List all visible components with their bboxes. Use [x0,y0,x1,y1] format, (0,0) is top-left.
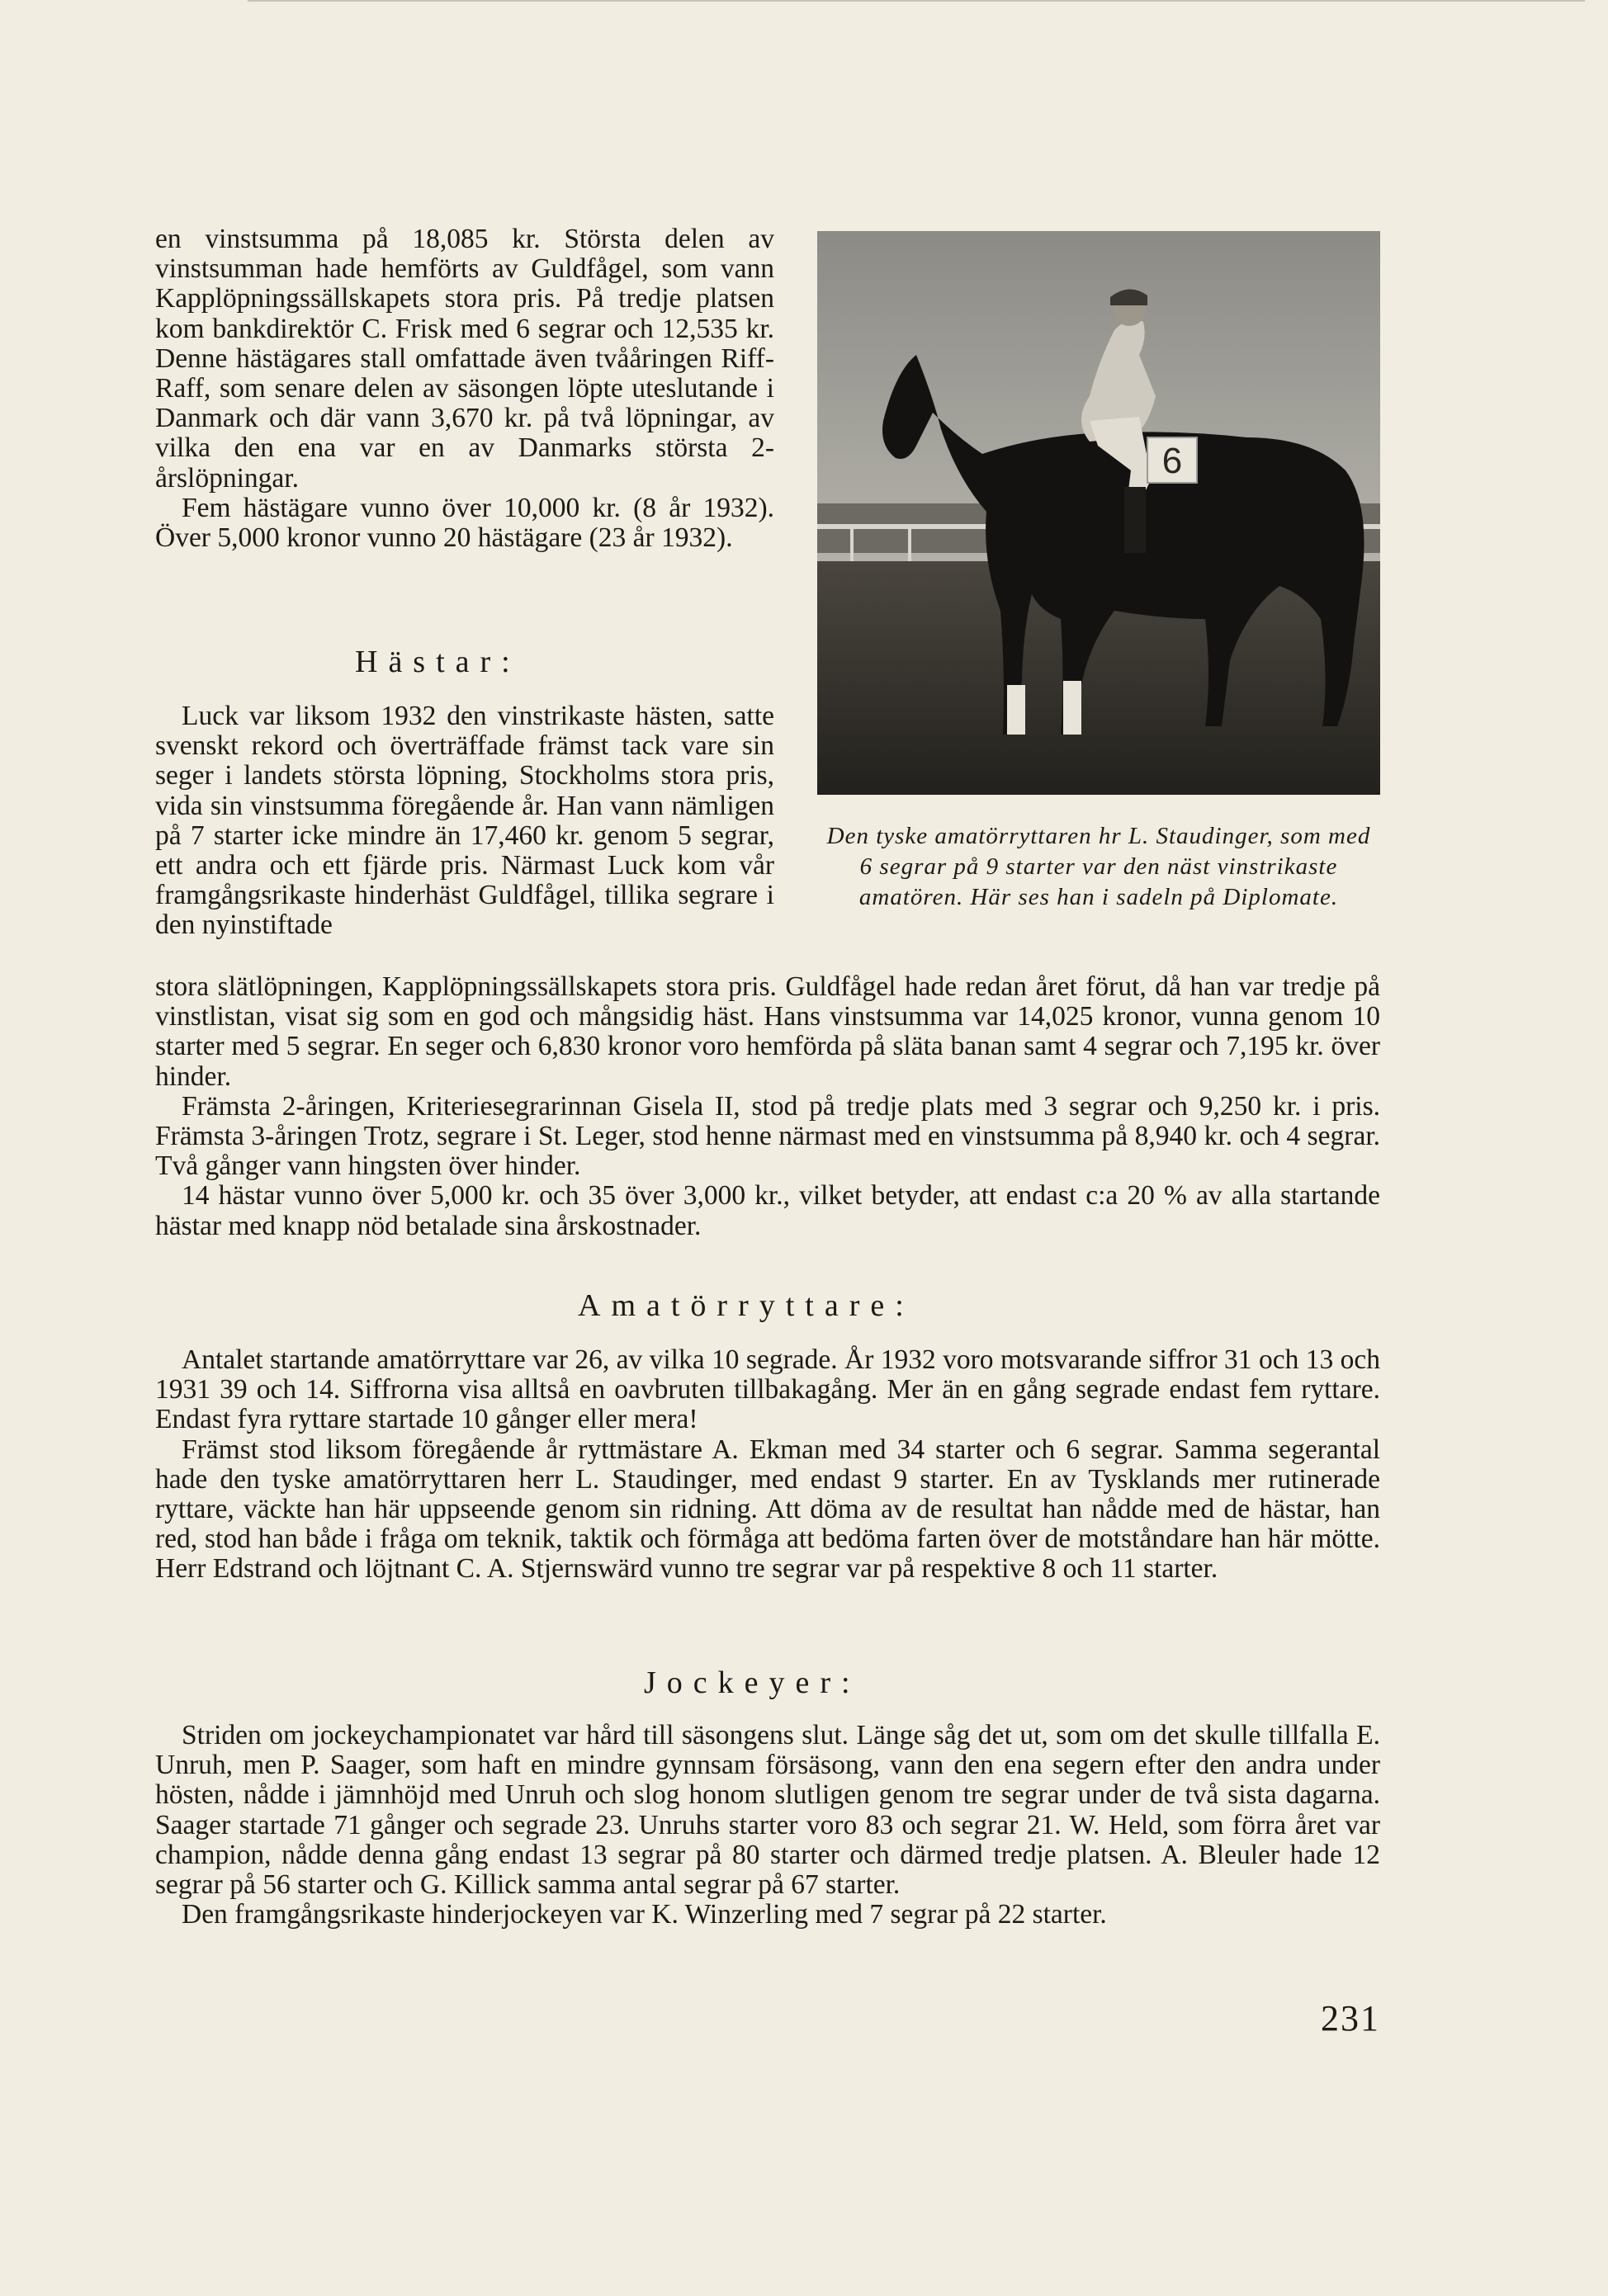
heading-hastar: Hästar: [355,645,521,679]
saddle-number: 6 [1161,441,1183,481]
jockeyer-paragraph-1: Striden om jockeychampionatet var hård till säsongens slut. Länge såg det ut, som om det skulle tillfalla E. Unruh, men P. Saager, som haft en mindre gynnsam försäsong, vann den ena segern efter den andra under hösten, nådde i jämnhöjd med Unruh och slog honom slutligen genom tre segrar under de två sista dagarna. Saager startade 71 gånger och segrade 23. Unruhs starter voro 83 och segrar 21. W. Held, som förra året var champion, nådde denna gång endast 13 segrar på 80 starter och därmed tredje platsen. A. Bleuler hade 12 segrar på 56 starter och G. Killick samma antal segrar på 67 starter. [155,1720,1380,1901]
intro-paragraph-2: Fem hästägare vunno över 10,000 kr. (8 år 1932). Över 5,000 kronor vunno 20 hästägare (23 år 1932). [155,492,774,554]
jockey-horse-photo [817,231,1380,795]
intro-column [155,224,774,553]
amator-paragraph-2: Främst stod liksom föregående år ryttmästare A. Ekman med 34 starter och 6 segrar. Samma segerantal hade den tyske amatörryttaren herr L. Staudinger, med endast 9 starter. En av Tysklands mer rutinerade ryttare, väckte han här uppseende genom sin ridning. Att döma av de resultat han nådde med de hästar, han red, stod han både i fråga om teknik, taktik och förmåga att bedöma farten över de motståndare han här mötte. Herr Edstrand och löjtnant C. A. Stjernswärd vunno tre segrar var på respektive 8 och 11 starter. [155,1434,1380,1585]
amator-paragraph-1: Antalet startande amatörryttare var 26, av vilka 10 segrade. År 1932 voro motsvarande siffror 31 och 13 och 1931 39 och 14. Siffrorna visa alltså en oavbruten tillbakagång. Mer än en gång segrade endast fem ryttare. Endast fyra ryttare startade 10 gånger eller mera! [155,1344,1380,1435]
hastar-paragraph: Luck var liksom 1932 den vinstrikaste hästen, satte svenskt rekord och överträffade främst tack vare sin seger i landets största löpning, Stockholms stora pris, vida sin vinstsumma föregående år. Han vann nämligen på 7 starter icke mindre än 17,460 kr. genom 5 segrar, ett andra och ett fjärde pris. Närmast Luck kom vår framgångsrikaste hinderhäst Guldfågel, tillika segrare i den nyinstiftade [155,701,774,941]
photo-caption: Den tyske amatörryttaren hr L. Staudinger, som med 6 segrar på 9 starter var den näst vinstrikaste amatören. Här ses han i sadeln på Diplomate. [826,823,1371,910]
amator-section [155,1345,1380,1585]
full-paragraph-3: 14 hästar vunno över 5,000 kr. och 35 över 3,000 kr., vilket betyder, att endast c:a 20 % av alla startande hästar med knapp nöd betalade sina årskostnader. [155,1180,1380,1241]
guldfagel-section [155,972,1380,1241]
top-edge-line [248,0,1585,2]
photo-illustration [817,231,1380,795]
heading-jockeyer: Jockeyer: [644,1665,861,1700]
page-number: 231 [1321,1998,1380,2039]
full-paragraph-1: stora slätlöpningen, Kapplöpningssällskapets stora pris. Guldfågel hade redan året förut, då han var tredje på vinstlistan, visat sig som en god och mångsidig häst. Hans vinstsumma var 14,025 kronor, vunna genom 10 starter med 5 segrar. En seger och 6,830 kronor voro hemförda på släta banan samt 4 segrar och 7,195 kr. över hinder. [155,971,1380,1092]
heading-amatorryttare: Amatörryttare: [578,1288,915,1323]
hastar-column [155,702,774,941]
intro-paragraph-1: en vinstsumma på 18,085 kr. Största delen av vinstsumman hade hemförts av Guldfågel, som vann Kapplöpningssällskapets stora pris. På tredje platsen kom bankdirektör C. Frisk med 6 segrar och 12,535 kr. Denne hästägares stall omfattade även tvååringen Riff-Raff, som senare delen av säsongen löpte uteslutande i Danmark och där vann 3,670 kr. på två löpningar, av vilka den ena var en av Danmarks största 2-årslöpningar. [155,224,774,494]
full-paragraph-2: Främsta 2-åringen, Kriteriesegrarinnan Gisela II, stod på tredje plats med 3 segrar och 9,250 kr. i pris. Främsta 3-åringen Trotz, segrare i St. Leger, stod henne närmast med en vinstsumma på 8,940 kr. och 4 segrar. Två gånger vann hingsten över hinder. [155,1090,1380,1182]
jockeyer-paragraph-2: Den framgångsrikaste hinderjockeyen var K. Winzerling med 7 segrar på 22 starter. [182,1899,1107,1930]
jockeyer-section [155,1721,1380,1930]
